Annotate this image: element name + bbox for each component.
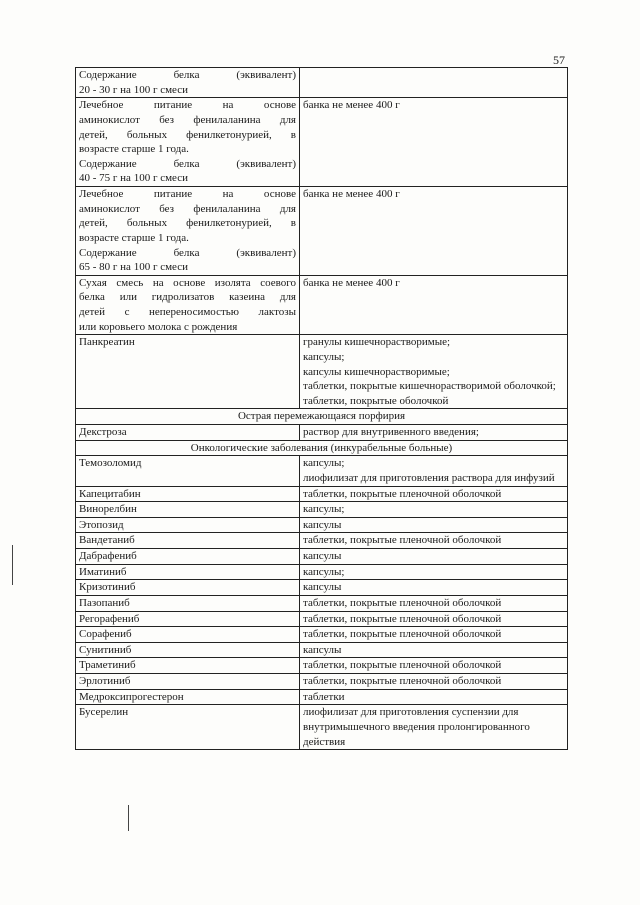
drug-name-line: детей с непереносимостью лактозы [79, 306, 296, 318]
table-row [76, 658, 568, 674]
drug-name-cell [76, 486, 300, 502]
page-number: 57 [553, 53, 565, 67]
drug-name-line: Лечебное питание на основе [79, 188, 296, 200]
dosage-form-line: таблетки, покрытые пленочной оболочкой [303, 612, 502, 625]
drug-name-line: Дабрафениб [79, 550, 137, 562]
table-row [76, 456, 568, 486]
dosage-form-line: банка не менее 400 г [303, 99, 400, 112]
drug-name-line: 65 - 80 г на 100 г смеси [79, 261, 188, 274]
scan-mark-buserelin [128, 805, 129, 831]
drug-name-cell [76, 564, 300, 580]
drug-name-cell [76, 674, 300, 690]
table-row [76, 68, 568, 98]
dosage-form-line: капсулы; [303, 350, 345, 363]
drug-name-cell [76, 658, 300, 674]
drug-name-line: детей, больных фенилкетонурией, в [79, 217, 296, 230]
drug-name-cell [76, 456, 300, 486]
dosage-form-cell [300, 533, 568, 549]
drug-list-table [75, 67, 568, 750]
table-row [76, 502, 568, 518]
table-row [76, 275, 568, 335]
drug-name-line: возрасте старше 1 года. [79, 231, 189, 244]
drug-name-cell [76, 98, 300, 187]
drug-name-cell [76, 335, 300, 409]
drug-name-cell [76, 642, 300, 658]
dosage-form-cell [300, 502, 568, 518]
scan-mark-left [12, 545, 13, 585]
drug-name-cell [76, 705, 300, 750]
drug-name-cell [76, 627, 300, 643]
drug-name-line: Кризотиниб [79, 581, 136, 594]
drug-name-line: возрасте старше 1 года. [79, 143, 189, 156]
dosage-form-line: лиофилизат для приготовления раствора для инфузий [303, 471, 555, 484]
dosage-form-line: капсулы; [303, 565, 345, 578]
dosage-form-line: таблетки [303, 690, 345, 703]
dosage-form-cell [300, 564, 568, 580]
dosage-form-cell [300, 486, 568, 502]
dosage-form-cell [300, 335, 568, 409]
table-row [76, 486, 568, 502]
drug-name-cell [76, 275, 300, 335]
drug-name-line: Вандетаниб [79, 534, 135, 547]
dosage-form-line: капсулы [303, 581, 342, 594]
table-row [76, 425, 568, 441]
drug-name-line: аминокислот без фенилаланина для [79, 113, 296, 126]
table-row [76, 549, 568, 565]
dosage-form-line: таблетки, покрытые пленочной оболочкой [303, 675, 502, 687]
table-row [76, 580, 568, 596]
drug-name-line: Сорафениб [79, 628, 132, 641]
dosage-form-cell [300, 98, 568, 187]
drug-name-line: Панкреатин [79, 336, 135, 349]
dosage-form-cell [300, 658, 568, 674]
drug-name-line: Медроксипрогестерон [79, 690, 184, 703]
dosage-form-line: банка не менее 400 г [303, 188, 400, 200]
section-header-row [76, 409, 568, 425]
dosage-form-line: таблетки, покрытые пленочной оболочкой [303, 628, 502, 641]
drug-name-line: Сунитиниб [79, 643, 132, 656]
drug-name-line: Капецитабин [79, 487, 141, 500]
dosage-form-cell [300, 642, 568, 658]
drug-name-line: Траметиниб [79, 659, 136, 672]
dosage-form-cell [300, 549, 568, 565]
dosage-form-cell [300, 517, 568, 533]
table-row [76, 517, 568, 533]
table-row [76, 674, 568, 690]
table-row [76, 187, 568, 276]
dosage-form-line: капсулы [303, 550, 342, 562]
dosage-form-line: раствор для внутривенного введения; [303, 426, 479, 438]
drug-name-line: Лечебное питание на основе [79, 99, 296, 112]
drug-name-cell [76, 533, 300, 549]
table-row [76, 564, 568, 580]
dosage-form-cell [300, 674, 568, 690]
dosage-form-line: таблетки, покрытые пленочной оболочкой [303, 487, 502, 500]
dosage-form-cell [300, 595, 568, 611]
drug-name-cell [76, 502, 300, 518]
drug-name-line: Эрлотиниб [79, 675, 131, 687]
table-row [76, 705, 568, 750]
dosage-form-cell [300, 580, 568, 596]
dosage-form-line: капсулы кишечнорастворимые; [303, 365, 450, 378]
drug-name-line: Содержание белка (эквивалент) [79, 157, 296, 170]
table-row [76, 533, 568, 549]
dosage-form-line: таблетки, покрытые кишечнорастворимой оболочкой; [303, 380, 556, 393]
dosage-form-cell [300, 68, 568, 98]
drug-name-line: Декстроза [79, 426, 127, 438]
drug-name-line: Содержание белка (эквивалент) [79, 246, 296, 259]
dosage-form-line: таблетки, покрытые пленочной оболочкой [303, 534, 502, 547]
dosage-form-line: банка не менее 400 г [303, 276, 400, 289]
drug-name-cell [76, 689, 300, 705]
dosage-form-cell [300, 187, 568, 276]
drug-name-line: белка или гидролизатов казеина для [79, 291, 296, 304]
drug-name-cell [76, 187, 300, 276]
drug-name-cell [76, 549, 300, 565]
section-title: Острая перемежающаяся порфирия [76, 409, 568, 425]
section-header-row [76, 440, 568, 456]
table-row [76, 335, 568, 409]
drug-name-line: Пазопаниб [79, 596, 130, 609]
drug-name-line: Этопозид [79, 518, 124, 531]
drug-name-line: Содержание белка (эквивалент) [79, 69, 296, 81]
drug-name-cell [76, 595, 300, 611]
dosage-form-line: капсулы; [303, 503, 345, 516]
drug-name-line: Винорелбин [79, 503, 137, 516]
dosage-form-cell [300, 705, 568, 750]
drug-name-cell [76, 425, 300, 441]
drug-name-line: или коровьего молока с рождения [79, 320, 238, 333]
dosage-form-cell [300, 611, 568, 627]
drug-name-line: Регорафениб [79, 612, 140, 625]
dosage-form-line: гранулы кишечнорастворимые; [303, 336, 451, 349]
dosage-form-line: капсулы [303, 518, 342, 531]
table-row [76, 611, 568, 627]
dosage-form-cell [300, 689, 568, 705]
table-row [76, 642, 568, 658]
section-title: Онкологические заболевания (инкурабельные больные) [76, 440, 568, 456]
dosage-form-line: таблетки, покрытые пленочной оболочкой [303, 659, 502, 672]
table-row [76, 689, 568, 705]
drug-name-line: Темозоломид [79, 457, 142, 470]
drug-name-line: аминокислот без фенилаланина для [79, 202, 296, 215]
table-row [76, 627, 568, 643]
dosage-form-cell [300, 456, 568, 486]
dosage-form-line: капсулы; [303, 457, 345, 470]
drug-name-cell [76, 517, 300, 533]
table-row [76, 98, 568, 187]
drug-name-line: 40 - 75 г на 100 г смеси [79, 172, 188, 185]
drug-name-line: Бусерелин [79, 706, 129, 719]
dosage-form-line: таблетки, покрытые пленочной оболочкой [303, 596, 502, 609]
drug-name-line: детей, больных фенилкетонурией, в [79, 128, 296, 141]
drug-name-line: 20 - 30 г на 100 г смеси [79, 83, 188, 96]
dosage-form-cell [300, 425, 568, 441]
dosage-form-cell [300, 275, 568, 335]
drug-name-line: Сухая смесь на основе изолята соевого [79, 276, 296, 289]
drug-name-cell [76, 580, 300, 596]
dosage-form-line: лиофилизат для приготовления суспензии для внутримышечного введения пролонгированного действия [303, 706, 530, 748]
dosage-form-cell [300, 627, 568, 643]
dosage-form-line: капсулы [303, 643, 342, 656]
drug-name-line: Иматиниб [79, 565, 127, 578]
drug-name-cell [76, 611, 300, 627]
table-row [76, 595, 568, 611]
dosage-form-line: таблетки, покрытые оболочкой [303, 394, 449, 407]
drug-name-cell [76, 68, 300, 98]
